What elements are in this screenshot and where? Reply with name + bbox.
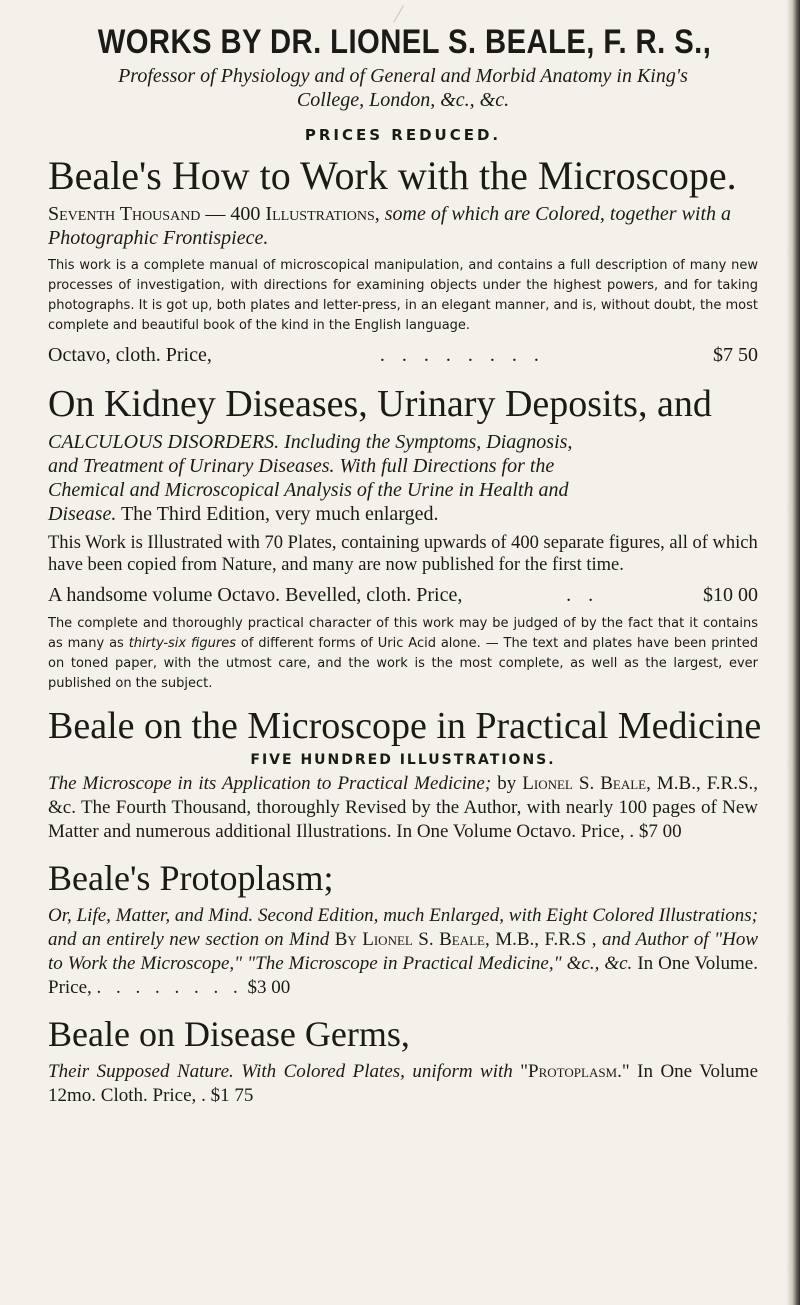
subtitle-line: and Treatment of Urinary Diseases. With full Directions for the — [48, 455, 555, 477]
content — [48, 22, 762, 1108]
book-description: The Microscope in its Application to Practical Medicine; by Lionel S. Beale, M.B., F.R.S., &c. The Fourth Thousand, thoroughly Revised by the Author, with nearly 100 pages of New Matter and numerous additional Illustrations. In One Volume Octavo. Price, . $7 00 — [48, 773, 759, 842]
book-title: Beale on Disease Germs, — [48, 1014, 410, 1054]
page-title: WORKS BY DR. LIONEL S. BEALE, F. R. S., — [97, 23, 712, 61]
book-description: Their Supposed Nature. With Colored Plates, uniform with "Protoplasm." In One Volume 12mo. Cloth. Price, . $1 75 — [48, 1061, 759, 1106]
price-line: Octavo, cloth. Price, . . . . . . . . $7 50 — [48, 344, 758, 366]
book-disease-germs — [48, 1010, 758, 1108]
book-description: Or, Life, Matter, and Mind. Second Edition, much Enlarged, with Eight Colored Illustrations; and an entirely new section on Mind By Lionel S. Beale, M.B., F.R.S , and Author of "How to Work the Microscope," "The Microscope in Practical Medicine," &c., &c. In One Volume. Price, . . . . . . . . $3 00 — [48, 905, 759, 998]
book-microscope-practical-medicine — [48, 702, 762, 844]
book-note: The complete and thoroughly practical character of this work may be judged of by the fact that it contains as many as thirty-six figures of different forms of Uric Acid alone. — The text and plates have been printed on toned paper, with the utmost care, and the work is the most complete, as well as the largest, ever published on the subject. — [48, 616, 758, 691]
subtitle-line: Disease. The Third Edition, very much enlarged. — [48, 503, 439, 525]
book-title: On Kidney Diseases, Urinary Deposits, and — [48, 383, 712, 425]
book-how-to-work-microscope — [48, 152, 758, 368]
book-title: Beale's Protoplasm; — [48, 858, 334, 898]
book-title: Beale's How to Work with the Microscope. — [48, 153, 737, 198]
price-value: $3 00 — [247, 977, 291, 998]
paper-mark — [393, 5, 404, 23]
book-title: Beale on the Microscope in Practical Medicine — [48, 705, 762, 747]
price-value: $7 50 — [713, 344, 758, 366]
prices-reduced-notice: PRICES REDUCED. — [304, 126, 502, 144]
price-value: $1 75 — [210, 1085, 254, 1106]
page-edge-shadow — [786, 0, 800, 1305]
price-value: $7 00 — [638, 821, 682, 842]
author-affiliation-line2: College, London, &c., &c. — [296, 89, 510, 111]
author-affiliation-line1: Professor of Physiology and of General and Morbid Anatomy in King's — [118, 65, 688, 87]
illustrations-count: FIVE HUNDRED ILLUSTRATIONS. — [250, 752, 556, 768]
book-kidney-diseases — [48, 380, 758, 694]
edition-line: Seventh Thousand — 400 Illustrations, some of which are Colored, together with a Photographic Frontispiece. — [48, 203, 732, 249]
book-description: This work is a complete manual of microscopical manipulation, and contains a full description of many new processes of investigation, with directions for examining objects under the highest powers, and for taking photographs. It is got up, both plates and letter-press, in an elegant manner, and is, without doubt, the most complete and beautiful book of the kind in the English language. — [48, 258, 758, 333]
book-protoplasm — [48, 854, 758, 1000]
price-line: A handsome volume Octavo. Bevelled, cloth. Price, . . $10 00 — [48, 584, 758, 606]
price-value: $10 00 — [702, 584, 758, 606]
subtitle-line: CALCULOUS DISORDERS. Including the Symptoms, Diagnosis, — [48, 431, 573, 453]
book-description: This Work is Illustrated with 70 Plates, containing upwards of 400 separate figures, all of which have been copied from Nature, and many are now published for the first time. — [48, 533, 758, 575]
subtitle-line: Chemical and Microscopical Analysis of the Urine in Health and — [48, 479, 569, 501]
